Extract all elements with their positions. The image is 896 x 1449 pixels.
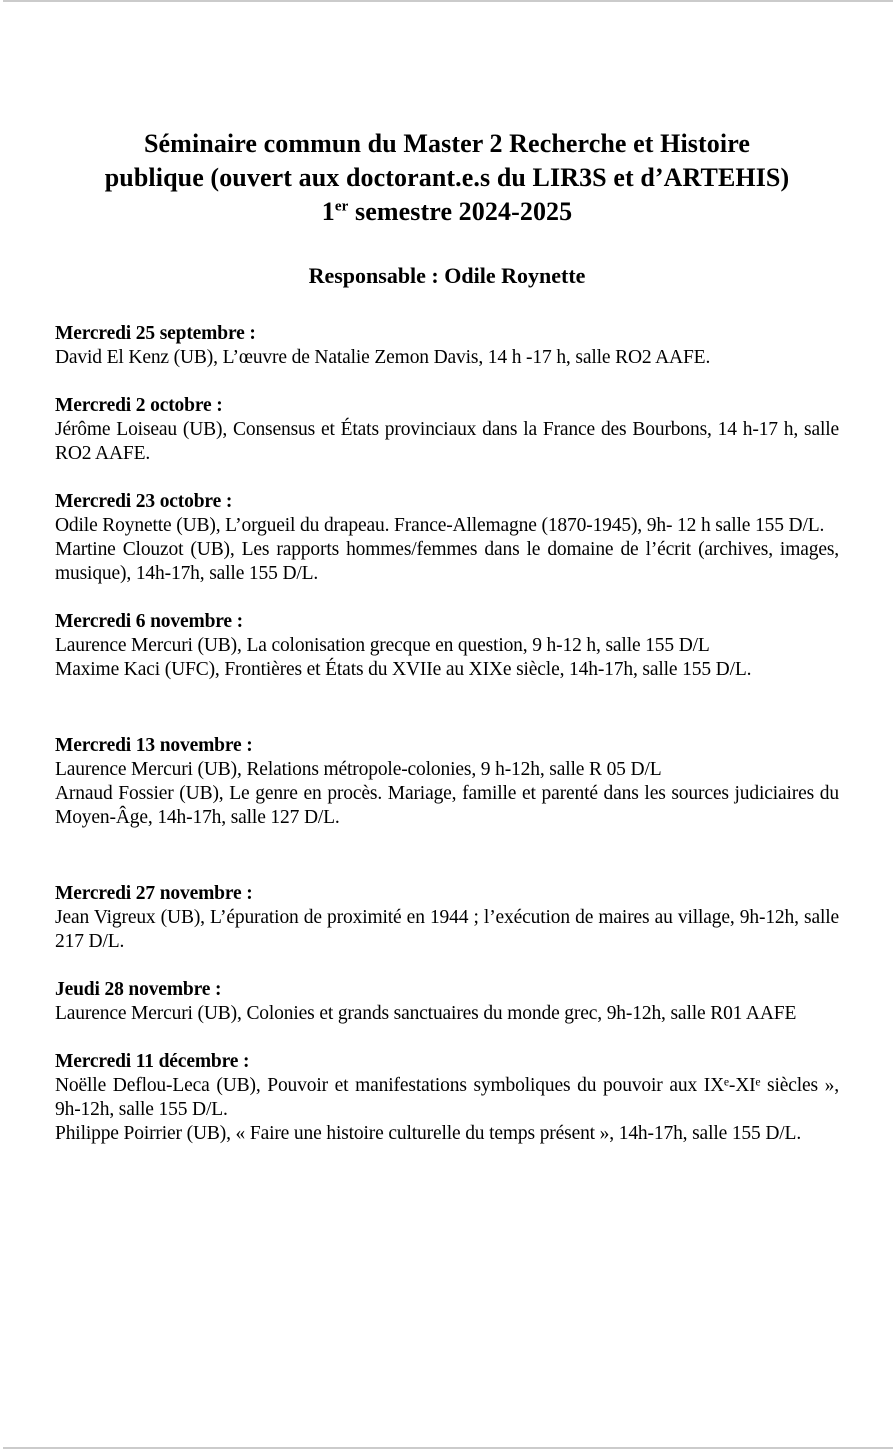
entry-date: Mercredi 25 septembre :: [55, 323, 256, 344]
title-ordinal-superscript: er: [334, 198, 349, 215]
title-line-2: publique (ouvert aux doctorant.e.s du LIR3S et d’ARTEHIS): [104, 163, 790, 192]
entry-date: Mercredi 23 octobre :: [55, 491, 233, 512]
schedule-entry: [55, 1050, 839, 1146]
title-semester-rest: semestre 2024-2025: [348, 197, 573, 226]
session-text: Odile Roynette (UB), L’orgueil du drapeau. France-Allemagne (1870-1945), 9h- 12 h salle 155 D/L.: [55, 515, 825, 536]
session-text: Laurence Mercuri (UB), La colonisation grecque en question, 9 h-12 h, salle 155 D/L: [55, 635, 710, 656]
schedule-entry: [55, 490, 839, 586]
entry-date: Mercredi 13 novembre :: [55, 735, 253, 756]
coordinator-line: Responsable : Odile Roynette: [308, 263, 586, 288]
schedule-entry: [55, 978, 839, 1026]
schedule-entry: [55, 882, 839, 954]
schedule-entry: [55, 322, 839, 370]
session-text: Maxime Kaci (UFC), Frontières et États du XVIIe au XIXe siècle, 14h-17h, salle 155 D/L.: [55, 659, 752, 680]
session-text: Jean Vigreux (UB), L’épuration de proximité en 1944 ; l’exécution de maires au village, 9h-12h, salle 217 D/L.: [55, 907, 839, 952]
session-text: Laurence Mercuri (UB), Colonies et grands sanctuaires du monde grec, 9h-12h, salle R01 AAFE: [55, 1003, 797, 1024]
session-text: Arnaud Fossier (UB), Le genre en procès. Mariage, famille et parenté dans les sources judiciaires du Moyen-Âge, 14h-17h, salle 127 D/L.: [55, 783, 839, 828]
title-line-1: Séminaire commun du Master 2 Recherche et Histoire: [143, 129, 751, 158]
session-text: Philippe Poirrier (UB), « Faire une histoire culturelle du temps présent », 14h-17h, salle 155 D/L.: [55, 1123, 802, 1144]
session-text: Jérôme Loiseau (UB), Consensus et États provinciaux dans la France des Bourbons, 14 h-17 h, salle RO2 AAFE.: [55, 419, 839, 464]
schedule-entry: [55, 734, 839, 830]
title-semester-number: 1: [321, 197, 335, 226]
page-top-edge: [3, 0, 893, 2]
entry-date: Mercredi 11 décembre :: [55, 1051, 250, 1072]
title-line-3: [322, 197, 573, 226]
entry-date: Mercredi 27 novembre :: [55, 883, 253, 904]
session-text: David El Kenz (UB), L’œuvre de Natalie Zemon Davis, 14 h -17 h, salle RO2 AAFE.: [55, 347, 711, 368]
entry-date: Mercredi 6 novembre :: [55, 611, 244, 632]
schedule-entry: [55, 394, 839, 466]
session-text: Laurence Mercuri (UB), Relations métropole-colonies, 9 h-12h, salle R 05 D/L: [55, 759, 662, 780]
document-title: [43, 127, 851, 229]
session-text: Noëlle Deflou-Leca (UB), Pouvoir et manifestations symboliques du pouvoir aux IXᵉ-XIᵉ siècles », 9h-12h, salle 155 D/L.: [55, 1075, 839, 1120]
entry-date: Jeudi 28 novembre :: [55, 979, 222, 1000]
schedule-entry: [55, 610, 839, 682]
session-text: Martine Clouzot (UB), Les rapports hommes/femmes dans le domaine de l’écrit (archives, images, musique), 14h-17h, salle 155 D/L.: [55, 539, 839, 584]
schedule: [55, 322, 839, 1146]
entry-date: Mercredi 2 octobre :: [55, 395, 223, 416]
